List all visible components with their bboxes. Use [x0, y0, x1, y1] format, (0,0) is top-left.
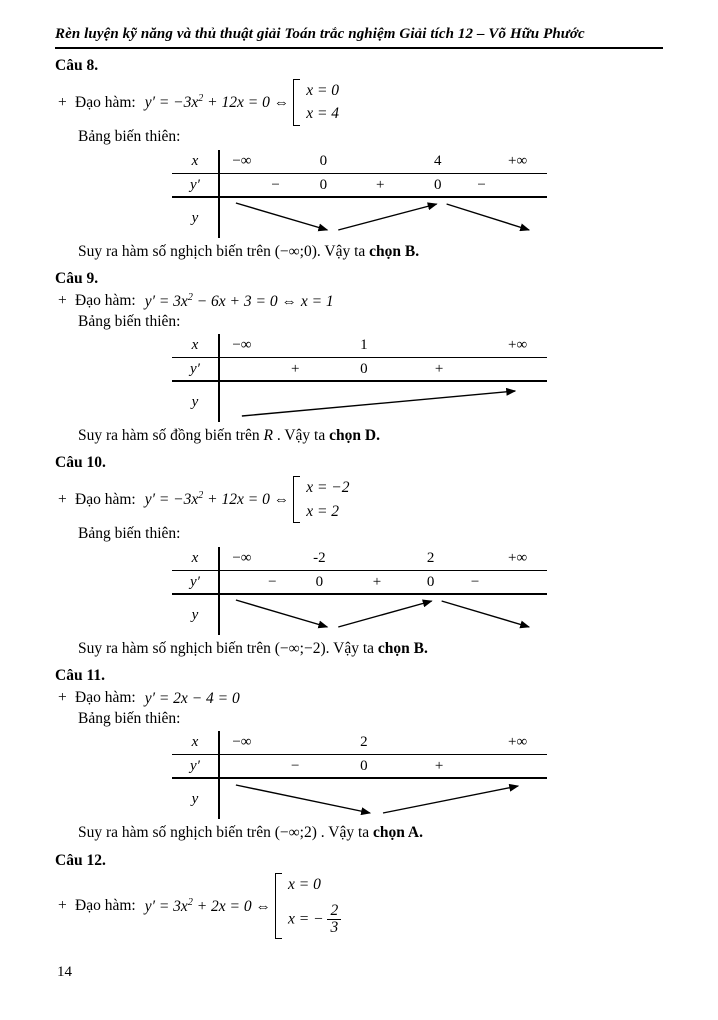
x-value: +∞: [507, 152, 528, 169]
table-row-y: [172, 198, 547, 238]
table-row-yprime: [172, 571, 547, 595]
case-1: x = 0: [306, 81, 340, 99]
solution-cases: [275, 873, 341, 939]
fraction: $\frac{2}{3}$: [327, 903, 341, 937]
derivative-equation: y′ = 2x − 4 = 0: [144, 689, 240, 707]
row-label-y: y: [172, 779, 220, 819]
x-value: +∞: [507, 734, 528, 751]
x-value: 0: [319, 152, 328, 169]
derivative-line: [58, 79, 663, 127]
trend-arrow-decreasing: [442, 601, 529, 627]
case-2: x = − $\frac{2}{3}$: [288, 903, 341, 937]
answer-choice: chọn A.: [373, 824, 423, 842]
conclusion: Suy ra hàm số nghịch biến trên (−∞;0). Vậy ta chọn B.: [78, 242, 420, 260]
sign: +: [434, 758, 444, 775]
row-label-y: y: [172, 198, 220, 238]
row-label-x: x: [172, 150, 220, 173]
table-row-y: [172, 595, 547, 635]
section-cau-8: [55, 57, 663, 262]
table-row-yprime: [172, 755, 547, 779]
trend-arrow-decreasing: [236, 600, 327, 627]
page-number: 14: [57, 964, 72, 980]
x-value: −∞: [232, 734, 252, 751]
sign: 0: [360, 758, 368, 775]
bullet-marker: +: [58, 490, 67, 508]
derivative-line: [58, 476, 663, 524]
sign: 0: [360, 361, 368, 378]
variation-table: [172, 150, 547, 238]
answer-choice: chọn D.: [329, 427, 380, 445]
row-label-yprime: y′: [172, 571, 220, 593]
derivative-line: [58, 689, 663, 708]
sign: −: [470, 574, 480, 591]
derivative-equation: $y' = 3x^2 - 6x + 3 = 0$ ⇔ x = 1: [144, 291, 334, 310]
trend-arrow-increasing: [383, 786, 518, 813]
solution-cases: [293, 476, 349, 524]
case-2: x = 4: [306, 105, 340, 123]
derivative-equation: $y' = -3x^2 + 12x = 0$ ⇔: [144, 92, 290, 112]
bullet-marker: +: [58, 292, 67, 310]
table-row-y: [172, 779, 547, 819]
trend-arrow-decreasing: [236, 785, 370, 813]
table-row-x: [172, 334, 547, 358]
variation-table: [172, 547, 547, 635]
x-value: 4: [434, 152, 442, 169]
derivative-equation: $y' = -3x^2 + 12x = 0$ ⇔: [144, 490, 290, 509]
sign: +: [375, 176, 385, 193]
row-label-x: x: [172, 547, 220, 570]
trend-arrow-increasing: [338, 601, 431, 627]
conclusion: Suy ra hàm số nghịch biến trên (−∞;−2). Vậy ta chọn B.: [78, 640, 428, 658]
question-title: Câu 8.: [55, 57, 99, 74]
trend-arrow-decreasing: [236, 203, 327, 230]
sign: +: [372, 574, 382, 591]
section-cau-11: [55, 667, 663, 843]
section-cau-10: [55, 454, 663, 659]
section-cau-12: [55, 852, 663, 940]
question-title: Câu 9.: [55, 269, 99, 287]
x-value: −∞: [232, 152, 252, 169]
sign: −: [477, 176, 486, 193]
table-row-x: [172, 150, 547, 174]
sign: −: [290, 758, 300, 775]
conclusion: Suy ra hàm số nghịch biến trên (−∞;2) . Vậy ta chọn A.: [78, 824, 423, 842]
trend-arrows: [220, 595, 547, 635]
x-value: −∞: [232, 337, 252, 354]
conclusion: Suy ra hàm số đồng biến trên R . Vậy ta chọn D.: [78, 427, 380, 445]
variation-table: [172, 731, 547, 819]
question-title: Câu 12.: [55, 851, 106, 869]
case-2: x = 2: [306, 502, 340, 520]
document-header: Rèn luyện kỹ năng và thủ thuật giải Toán trắc nghiệm Giải tích 12 – Võ Hữu Phước: [55, 26, 663, 49]
interval: R: [263, 427, 274, 445]
interval: (−∞;0): [274, 242, 317, 260]
bullet-marker: +: [58, 689, 67, 707]
x-value: −∞: [232, 550, 252, 567]
interval: (−∞;−2): [274, 640, 326, 658]
x-value: +∞: [507, 550, 528, 567]
x-value: -2: [313, 550, 326, 567]
row-label-yprime: y′: [172, 174, 220, 196]
sign: 0: [319, 176, 328, 193]
derivative-line: [58, 292, 663, 311]
case-1: x = 0: [288, 876, 321, 894]
sign: −: [271, 176, 280, 193]
row-label-x: x: [172, 731, 220, 754]
derivative-equation: $y' = 3x^2 + 2x = 0$ ⇔: [144, 896, 271, 915]
table-row-x: [172, 731, 547, 755]
row-label-yprime: y′: [172, 358, 220, 380]
derivative-line: [58, 873, 663, 939]
solution-cases: [293, 79, 339, 127]
x-value: 1: [360, 337, 368, 354]
section-cau-9: [55, 270, 663, 446]
bullet-marker: +: [58, 93, 67, 111]
derivative-label: Đạo hàm:: [75, 292, 136, 310]
case-bracket: [275, 873, 282, 939]
derivative-label: Đạo hàm:: [75, 93, 136, 111]
table-row-yprime: [172, 358, 547, 382]
question-title: Câu 11.: [55, 667, 105, 685]
trend-arrows: [220, 198, 547, 238]
sign: −: [268, 574, 277, 591]
derivative-label: Đạo hàm:: [75, 490, 136, 508]
trend-arrow-decreasing: [447, 204, 529, 230]
x-value: +∞: [507, 337, 528, 354]
derivative-label: Đạo hàm:: [75, 689, 136, 707]
row-label-y: y: [172, 595, 220, 635]
sign: 0: [426, 574, 435, 591]
sign: 0: [434, 176, 442, 193]
sign: +: [434, 361, 444, 378]
answer-choice: chọn B.: [369, 242, 420, 260]
trend-arrows: [220, 382, 547, 422]
answer-choice: chọn B.: [377, 640, 428, 658]
question-title: Câu 10.: [55, 454, 106, 472]
variation-table-label: Bảng biến thiên:: [78, 709, 181, 727]
derivative-label: Đạo hàm:: [75, 897, 136, 915]
case-1: x = −2: [306, 478, 350, 496]
sign: +: [290, 361, 300, 378]
variation-table-label: Bảng biến thiên:: [78, 128, 181, 146]
trend-arrow-increasing: [338, 204, 436, 230]
table-row-y: [172, 382, 547, 422]
case-bracket: [293, 476, 300, 524]
x-value: 2: [360, 734, 368, 751]
bullet-marker: +: [58, 897, 67, 915]
variation-table-label: Bảng biến thiên:: [78, 525, 181, 543]
row-label-yprime: y′: [172, 755, 220, 777]
trend-arrows: [220, 779, 547, 819]
x-value: 2: [426, 550, 435, 567]
trend-arrow-increasing: [242, 391, 515, 416]
variation-table: [172, 334, 547, 422]
case-bracket: [293, 79, 300, 127]
interval: (−∞;2): [274, 824, 317, 842]
sign: 0: [315, 574, 324, 591]
table-row-x: [172, 547, 547, 571]
row-label-y: y: [172, 382, 220, 422]
row-label-x: x: [172, 334, 220, 357]
table-row-yprime: [172, 174, 547, 198]
variation-table-label: Bảng biến thiên:: [78, 312, 181, 330]
